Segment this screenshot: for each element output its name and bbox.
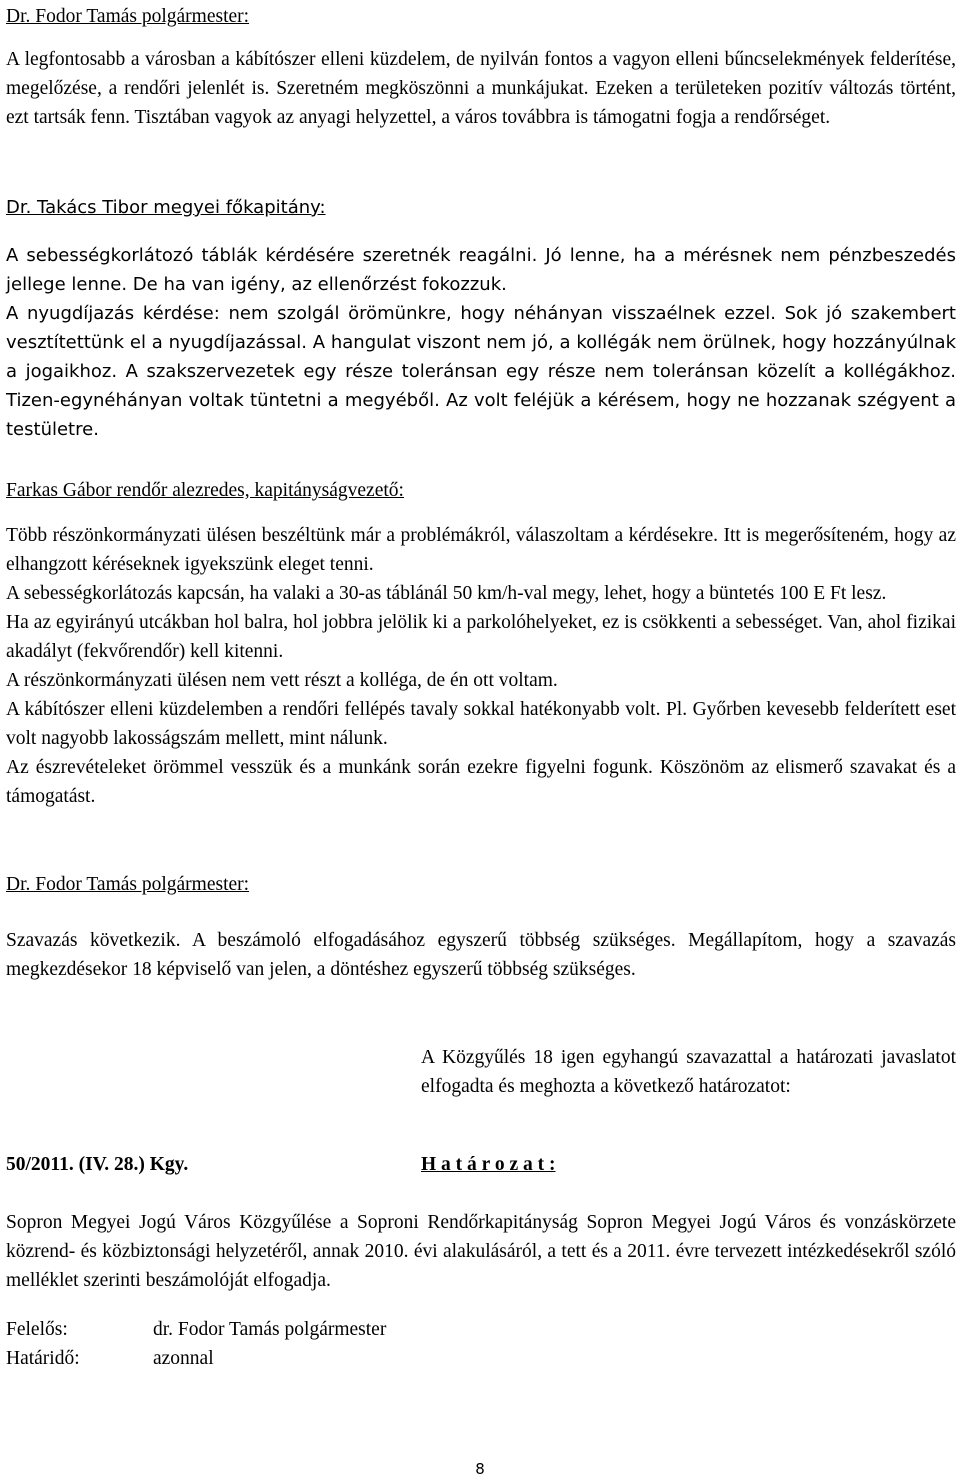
speech-block [6, 45, 956, 132]
paragraph: Ha az egyirányú utcákban hol balra, hol jobbra jelölik ki a parkolóhelyeket, ez is csökkenti a sebességet. Van, ahol fizikai akadályt (fekvőrendőr) kell kitenni. [6, 612, 956, 662]
responsible-label: Felelős: [6, 1319, 68, 1340]
speaker-heading: Dr. Takács Tibor megyei főkapitány: [6, 197, 326, 218]
resolution-number: 50/2011. (IV. 28.) Kgy. [6, 1154, 189, 1175]
paragraph: A nyugdíjazás kérdése: nem szolgál örömünkre, hogy néhányan visszaélnek ezzel. Sok jó szakembert vesztítettünk el a nyugdíjazással. A hangulat viszont nem jó, a kollégák nem örülnek, hogy hozzányúlnak a jogaikhoz. A szakszervezetek egy része toleránsan egy része nem toleránsan közelít a kollégákhoz. Tizen-egynéhányan voltak tüntetni a megyéből. Az volt feléjük a kérésem, hogy ne hozzanak szégyent a testületre. [6, 303, 956, 440]
paragraph: Az észrevételeket örömmel vesszük és a munkánk során ezekre figyelni fogunk. Köszönöm az elismerő szavakat és a támogatást. [6, 757, 956, 807]
deadline-value: azonnal [153, 1348, 214, 1369]
responsible-row [6, 1315, 386, 1344]
speech-block [6, 241, 956, 444]
paragraph: Szavazás következik. A beszámoló elfogadásához egyszerű többség szükséges. Megállapítom, hogy a szavazás megkezdésekor 18 képviselő van jelen, a döntéshez egyszerű többség szükséges. [6, 930, 956, 980]
paragraph: A részönkormányzati ülésen nem vett részt a kolléga, de én ott voltam. [6, 670, 558, 691]
vote-outcome: A Közgyűlés 18 igen egyhangú szavazattal a határozati javaslatot elfogadta és meghozta a következő határozatot: [421, 1047, 956, 1097]
speech-block [6, 926, 956, 984]
speaker-heading: Farkas Gábor rendőr alezredes, kapitányságvezető: [6, 480, 404, 501]
speech-block [6, 521, 956, 811]
resolution-title: H a t á r o z a t : [421, 1154, 556, 1175]
paragraph: A kábítószer elleni küzdelemben a rendőri fellépés tavaly sokkal hatékonyabb volt. Pl. Győrben kevesebb felderített eset volt nagyobb lakosságszám mellett, mint nálunk. [6, 699, 956, 749]
resolution-text [6, 1208, 956, 1295]
paragraph: Sopron Megyei Jogú Város Közgyűlése a Soproni Rendőrkapitányság Sopron Megyei Jogú Város és vonzáskörzete közrend- és közbiztonsági helyzetéről, annak 2010. évi alakulásáról, a tett és a 2011. évre tervezett intézkedésekről szóló melléklet szerinti beszámolóját elfogadja. [6, 1212, 956, 1291]
paragraph: A legfontosabb a városban a kábítószer elleni küzdelem, de nyilván fontos a vagyon elleni bűncselekmények felderítése, megelőzése, a rendőri jelenlét is. Szeretném megköszönni a munkájukat. Ezeken a területeken pozitív változás történt, ezt tartsák fenn. Tisztában vagyok az anyagi helyzettel, a város továbbra is támogatni fogja a rendőrséget. [6, 49, 956, 128]
deadline-label: Határidő: [6, 1348, 80, 1369]
responsible-value: dr. Fodor Tamás polgármester [153, 1319, 387, 1340]
paragraph: Több részönkormányzati ülésen beszéltünk már a problémákról, válaszoltam a kérdésekre. Itt is megerősíteném, hogy az elhangzott kéréseknek igyekszünk eleget tenni. [6, 525, 956, 575]
paragraph: A sebességkorlátozó táblák kérdésére szeretnék reagálni. Jó lenne, ha a mérésnek nem pénzbeszedés jellege lenne. De ha van igény, az ellenőrzést fokozzuk. [6, 245, 956, 295]
speaker-heading: Dr. Fodor Tamás polgármester: [6, 6, 250, 27]
paragraph: A sebességkorlátozás kapcsán, ha valaki a 30-as táblánál 50 km/h-val megy, lehet, hogy a büntetés 100 E Ft lesz. [6, 583, 887, 604]
speaker-heading: Dr. Fodor Tamás polgármester: [6, 874, 250, 895]
page-number: 8 [475, 1460, 485, 1478]
deadline-row [6, 1344, 214, 1373]
